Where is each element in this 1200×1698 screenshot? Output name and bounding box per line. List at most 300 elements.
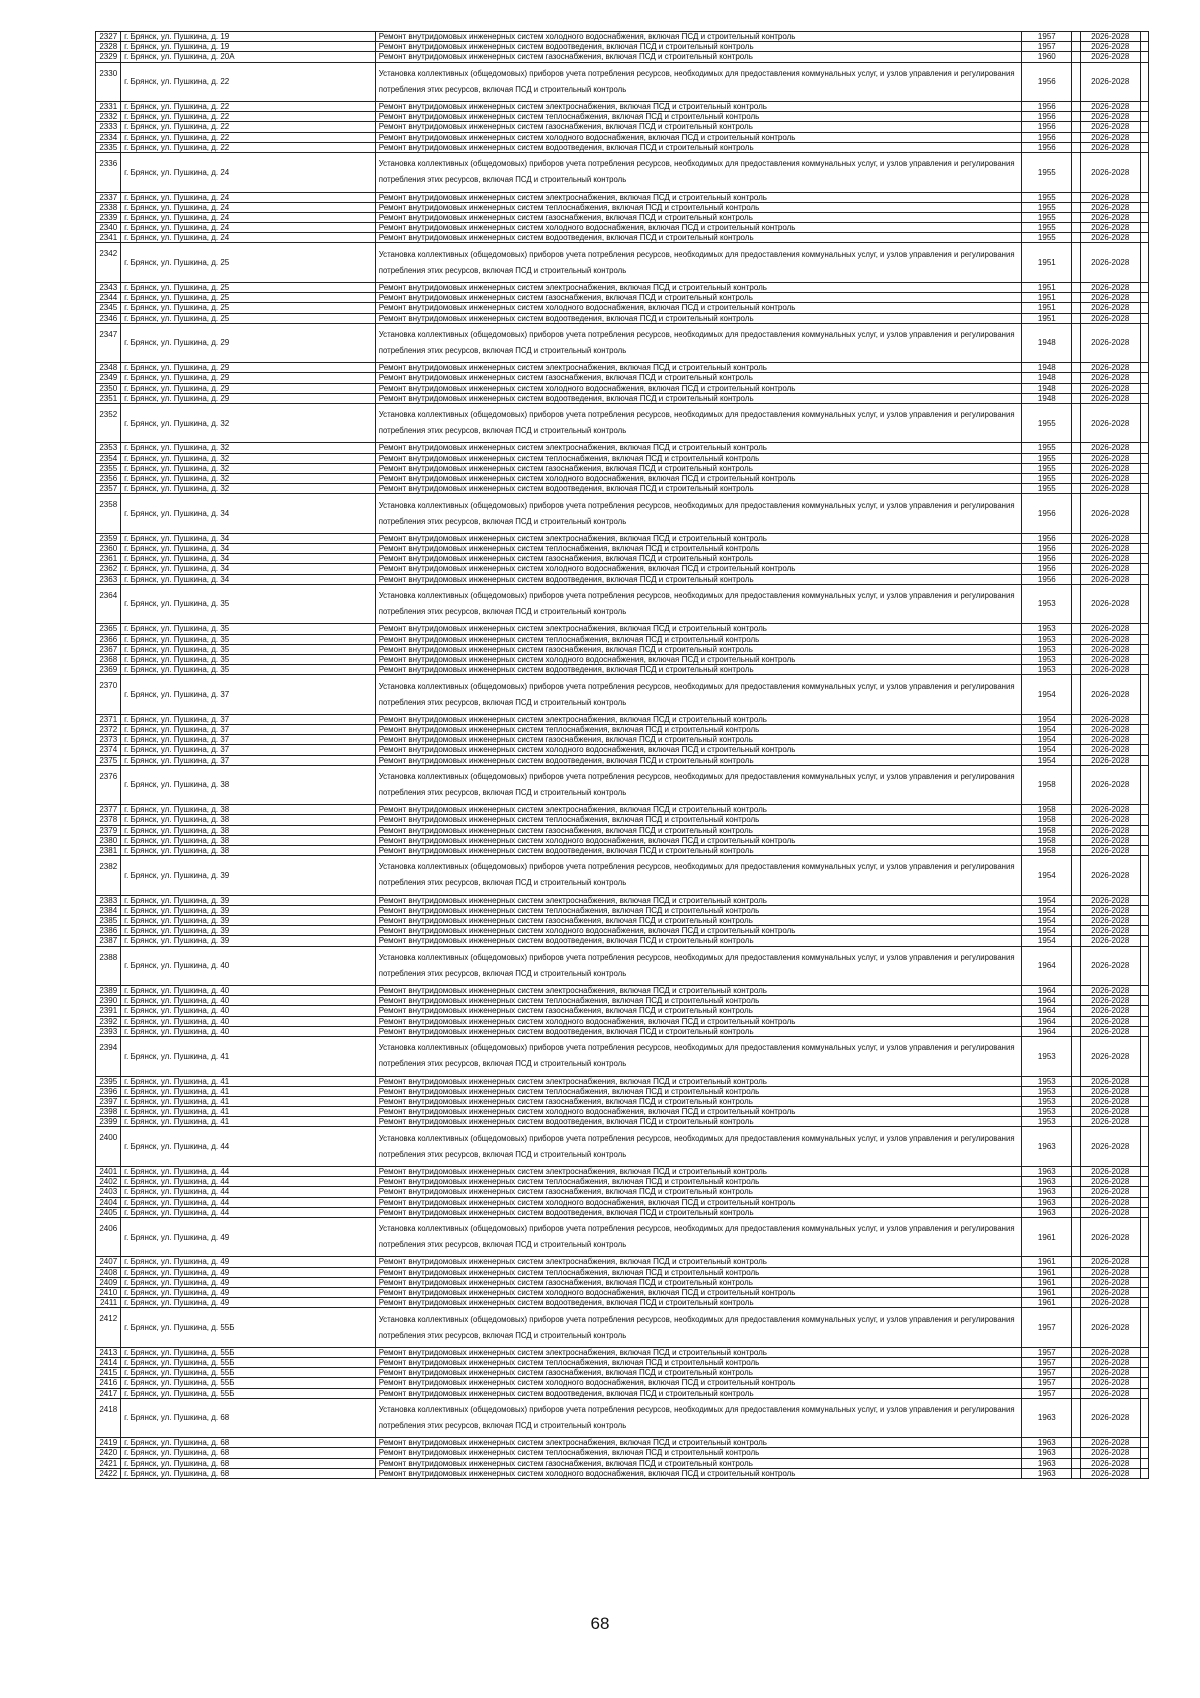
row-empty-cell (1140, 1177, 1148, 1187)
row-address: г. Брянск, ул. Пушкина, д. 49 (121, 1287, 376, 1297)
row-period: 2026-2028 (1080, 654, 1140, 664)
row-work-type: Ремонт внутридомовых инженерных систем водоотведения, включая ПСД и строительный контроль (375, 313, 1021, 323)
row-build-year: 1953 (1022, 644, 1072, 654)
row-empty-cell (1072, 533, 1080, 543)
row-build-year: 1956 (1022, 494, 1072, 534)
row-period: 2026-2028 (1080, 494, 1140, 534)
row-address: г. Брянск, ул. Пушкина, д. 22 (121, 112, 376, 122)
row-address: г. Брянск, ул. Пушкина, д. 24 (121, 223, 376, 233)
table-row (96, 936, 1149, 946)
row-address: г. Брянск, ул. Пушкина, д. 34 (121, 564, 376, 574)
row-work-type: Ремонт внутридомовых инженерных систем газоснабжения, включая ПСД и строительный контроль (375, 644, 1021, 654)
row-number: 2411 (96, 1298, 121, 1308)
row-build-year: 1951 (1022, 313, 1072, 323)
row-address: г. Брянск, ул. Пушкина, д. 32 (121, 463, 376, 473)
row-empty-cell (1140, 574, 1148, 584)
row-period: 2026-2028 (1080, 1388, 1140, 1398)
table-row (96, 805, 1149, 815)
row-number: 2391 (96, 1006, 121, 1016)
row-build-year: 1953 (1022, 1076, 1072, 1086)
row-build-year: 1964 (1022, 946, 1072, 986)
row-period: 2026-2028 (1080, 1086, 1140, 1096)
row-work-type: Установка коллективных (общедомовых) приборов учета потребления ресурсов, необходимых для предоставления коммунальных услуг, и узлов управления и регулирования потребления этих ресурсов, включая ПСД и строительный контроль (375, 765, 1021, 805)
row-address: г. Брянск, ул. Пушкина, д. 44 (121, 1187, 376, 1197)
row-build-year: 1948 (1022, 363, 1072, 373)
row-address: г. Брянск, ул. Пушкина, д. 40 (121, 1026, 376, 1036)
row-period: 2026-2028 (1080, 243, 1140, 283)
row-work-type: Ремонт внутридомовых инженерных систем газоснабжения, включая ПСД и строительный контроль (375, 1458, 1021, 1468)
table-row (96, 724, 1149, 734)
row-work-type: Ремонт внутридомовых инженерных систем водоотведения, включая ПСД и строительный контроль (375, 1207, 1021, 1217)
row-empty-cell (1140, 1037, 1148, 1077)
row-build-year: 1963 (1022, 1448, 1072, 1458)
row-number: 2376 (96, 765, 121, 805)
row-build-year: 1964 (1022, 1006, 1072, 1016)
row-address: г. Брянск, ул. Пушкина, д. 22 (121, 132, 376, 142)
table-row (96, 1086, 1149, 1096)
row-work-type: Ремонт внутридомовых инженерных систем холодного водоснабжения, включая ПСД и строительный контроль (375, 1016, 1021, 1026)
row-empty-cell (1140, 544, 1148, 554)
row-period: 2026-2028 (1080, 574, 1140, 584)
row-empty-cell (1140, 122, 1148, 132)
row-period: 2026-2028 (1080, 554, 1140, 564)
row-build-year: 1955 (1022, 212, 1072, 222)
row-work-type: Ремонт внутридомовых инженерных систем холодного водоснабжения, включая ПСД и строительный контроль (375, 132, 1021, 142)
row-period: 2026-2028 (1080, 52, 1140, 62)
row-address: г. Брянск, ул. Пушкина, д. 41 (121, 1076, 376, 1086)
table-row (96, 946, 1149, 986)
row-empty-cell (1072, 735, 1080, 745)
row-period: 2026-2028 (1080, 835, 1140, 845)
row-empty-cell (1072, 946, 1080, 986)
row-work-type: Ремонт внутридомовых инженерных систем теплоснабжения, включая ПСД и строительный контроль (375, 724, 1021, 734)
row-number: 2355 (96, 463, 121, 473)
row-empty-cell (1140, 1358, 1148, 1368)
table-row (96, 905, 1149, 915)
row-work-type: Ремонт внутридомовых инженерных систем водоотведения, включая ПСД и строительный контроль (375, 936, 1021, 946)
row-address: г. Брянск, ул. Пушкина, д. 38 (121, 845, 376, 855)
row-number: 2347 (96, 323, 121, 363)
row-number: 2330 (96, 62, 121, 102)
row-work-type: Ремонт внутридомовых инженерных систем водоотведения, включая ПСД и строительный контроль (375, 1117, 1021, 1127)
row-address: г. Брянск, ул. Пушкина, д. 39 (121, 916, 376, 926)
row-address: г. Брянск, ул. Пушкина, д. 41 (121, 1037, 376, 1077)
row-period: 2026-2028 (1080, 383, 1140, 393)
row-period: 2026-2028 (1080, 1378, 1140, 1388)
table-row (96, 1458, 1149, 1468)
row-empty-cell (1072, 1388, 1080, 1398)
row-empty-cell (1072, 895, 1080, 905)
row-empty-cell (1140, 554, 1148, 564)
row-empty-cell (1072, 724, 1080, 734)
row-empty-cell (1072, 1358, 1080, 1368)
row-build-year: 1955 (1022, 474, 1072, 484)
row-address: г. Брянск, ул. Пушкина, д. 55Б (121, 1308, 376, 1348)
row-empty-cell (1140, 644, 1148, 654)
row-number: 2416 (96, 1378, 121, 1388)
row-work-type: Ремонт внутридомовых инженерных систем газоснабжения, включая ПСД и строительный контроль (375, 1096, 1021, 1106)
row-empty-cell (1072, 825, 1080, 835)
row-address: г. Брянск, ул. Пушкина, д. 34 (121, 554, 376, 564)
table-row (96, 1037, 1149, 1077)
row-build-year: 1961 (1022, 1267, 1072, 1277)
table-row (96, 755, 1149, 765)
row-build-year: 1958 (1022, 815, 1072, 825)
row-work-type: Ремонт внутридомовых инженерных систем электроснабжения, включая ПСД и строительный контроль (375, 1166, 1021, 1176)
table-row (96, 494, 1149, 534)
row-address: г. Брянск, ул. Пушкина, д. 40 (121, 1016, 376, 1026)
row-work-type: Установка коллективных (общедомовых) приборов учета потребления ресурсов, необходимых для предоставления коммунальных услуг, и узлов управления и регулирования потребления этих ресурсов, включая ПСД и строительный контроль (375, 856, 1021, 896)
row-work-type: Ремонт внутридомовых инженерных систем электроснабжения, включая ПСД и строительный контроль (375, 363, 1021, 373)
row-address: г. Брянск, ул. Пушкина, д. 24 (121, 192, 376, 202)
row-empty-cell (1072, 1298, 1080, 1308)
row-number: 2402 (96, 1177, 121, 1187)
row-build-year: 1964 (1022, 986, 1072, 996)
table-row (96, 112, 1149, 122)
row-empty-cell (1072, 1207, 1080, 1217)
table-row (96, 1438, 1149, 1448)
row-empty-cell (1140, 1107, 1148, 1117)
row-period: 2026-2028 (1080, 393, 1140, 403)
row-period: 2026-2028 (1080, 1257, 1140, 1267)
row-number: 2339 (96, 212, 121, 222)
row-build-year: 1954 (1022, 936, 1072, 946)
table-row (96, 644, 1149, 654)
row-empty-cell (1140, 1096, 1148, 1106)
row-empty-cell (1072, 463, 1080, 473)
row-period: 2026-2028 (1080, 946, 1140, 986)
row-number: 2418 (96, 1398, 121, 1438)
row-address: г. Брянск, ул. Пушкина, д. 41 (121, 1117, 376, 1127)
row-empty-cell (1072, 1308, 1080, 1348)
row-number: 2335 (96, 142, 121, 152)
row-number: 2369 (96, 665, 121, 675)
row-work-type: Ремонт внутридомовых инженерных систем водоотведения, включая ПСД и строительный контроль (375, 574, 1021, 584)
row-number: 2358 (96, 494, 121, 534)
row-empty-cell (1072, 1197, 1080, 1207)
row-empty-cell (1140, 1368, 1148, 1378)
row-work-type: Ремонт внутридомовых инженерных систем водоотведения, включая ПСД и строительный контроль (375, 233, 1021, 243)
table-row (96, 373, 1149, 383)
row-number: 2394 (96, 1037, 121, 1077)
row-period: 2026-2028 (1080, 644, 1140, 654)
table-row (96, 895, 1149, 905)
row-empty-cell (1072, 122, 1080, 132)
row-empty-cell (1140, 1217, 1148, 1257)
row-empty-cell (1072, 102, 1080, 112)
table-row (96, 132, 1149, 142)
row-build-year: 1964 (1022, 1016, 1072, 1026)
row-address: г. Брянск, ул. Пушкина, д. 55Б (121, 1378, 376, 1388)
row-work-type: Ремонт внутридомовых инженерных систем теплоснабжения, включая ПСД и строительный контроль (375, 815, 1021, 825)
row-period: 2026-2028 (1080, 463, 1140, 473)
row-number: 2396 (96, 1086, 121, 1096)
row-empty-cell (1072, 1127, 1080, 1167)
row-empty-cell (1072, 212, 1080, 222)
row-empty-cell (1072, 223, 1080, 233)
row-build-year: 1958 (1022, 845, 1072, 855)
table-row (96, 1187, 1149, 1197)
row-empty-cell (1072, 1267, 1080, 1277)
row-empty-cell (1072, 62, 1080, 102)
row-period: 2026-2028 (1080, 1197, 1140, 1207)
row-build-year: 1955 (1022, 453, 1072, 463)
table-row (96, 293, 1149, 303)
row-period: 2026-2028 (1080, 153, 1140, 193)
row-empty-cell (1140, 373, 1148, 383)
row-period: 2026-2028 (1080, 443, 1140, 453)
row-build-year: 1953 (1022, 634, 1072, 644)
row-address: г. Брянск, ул. Пушкина, д. 24 (121, 233, 376, 243)
row-empty-cell (1072, 835, 1080, 845)
row-address: г. Брянск, ул. Пушкина, д. 29 (121, 383, 376, 393)
row-empty-cell (1072, 544, 1080, 554)
row-work-type: Ремонт внутридомовых инженерных систем водоотведения, включая ПСД и строительный контроль (375, 484, 1021, 494)
table-row (96, 1107, 1149, 1117)
row-address: г. Брянск, ул. Пушкина, д. 19 (121, 32, 376, 42)
row-number: 2351 (96, 393, 121, 403)
table-row (96, 313, 1149, 323)
row-empty-cell (1140, 1468, 1148, 1478)
row-period: 2026-2028 (1080, 223, 1140, 233)
row-period: 2026-2028 (1080, 233, 1140, 243)
table-row (96, 1207, 1149, 1217)
row-build-year: 1963 (1022, 1207, 1072, 1217)
row-number: 2398 (96, 1107, 121, 1117)
row-address: г. Брянск, ул. Пушкина, д. 32 (121, 484, 376, 494)
row-empty-cell (1140, 1287, 1148, 1297)
row-empty-cell (1140, 895, 1148, 905)
table-row (96, 202, 1149, 212)
row-empty-cell (1140, 624, 1148, 634)
row-empty-cell (1072, 564, 1080, 574)
table-row (96, 986, 1149, 996)
row-number: 2375 (96, 755, 121, 765)
row-empty-cell (1140, 936, 1148, 946)
row-empty-cell (1072, 644, 1080, 654)
table-row (96, 1448, 1149, 1458)
row-empty-cell (1072, 1277, 1080, 1287)
row-build-year: 1957 (1022, 1388, 1072, 1398)
row-work-type: Ремонт внутридомовых инженерных систем теплоснабжения, включая ПСД и строительный контроль (375, 905, 1021, 915)
row-period: 2026-2028 (1080, 986, 1140, 996)
row-build-year: 1957 (1022, 42, 1072, 52)
row-empty-cell (1140, 654, 1148, 664)
row-work-type: Ремонт внутридомовых инженерных систем холодного водоснабжения, включая ПСД и строительный контроль (375, 32, 1021, 42)
row-empty-cell (1072, 1448, 1080, 1458)
row-build-year: 1963 (1022, 1197, 1072, 1207)
row-work-type: Установка коллективных (общедомовых) приборов учета потребления ресурсов, необходимых для предоставления коммунальных услуг, и узлов управления и регулирования потребления этих ресурсов, включая ПСД и строительный контроль (375, 1037, 1021, 1077)
row-number: 2405 (96, 1207, 121, 1217)
row-period: 2026-2028 (1080, 544, 1140, 554)
row-period: 2026-2028 (1080, 62, 1140, 102)
row-work-type: Ремонт внутридомовых инженерных систем газоснабжения, включая ПСД и строительный контроль (375, 373, 1021, 383)
row-empty-cell (1140, 1016, 1148, 1026)
row-period: 2026-2028 (1080, 303, 1140, 313)
row-empty-cell (1072, 393, 1080, 403)
row-address: г. Брянск, ул. Пушкина, д. 37 (121, 745, 376, 755)
row-work-type: Ремонт внутридомовых инженерных систем газоснабжения, включая ПСД и строительный контроль (375, 293, 1021, 303)
row-address: г. Брянск, ул. Пушкина, д. 68 (121, 1458, 376, 1468)
works-table (95, 31, 1149, 1479)
row-empty-cell (1140, 212, 1148, 222)
row-period: 2026-2028 (1080, 1026, 1140, 1036)
row-number: 2379 (96, 825, 121, 835)
row-empty-cell (1140, 1448, 1148, 1458)
row-empty-cell (1140, 443, 1148, 453)
row-period: 2026-2028 (1080, 1298, 1140, 1308)
row-work-type: Ремонт внутридомовых инженерных систем электроснабжения, включая ПСД и строительный контроль (375, 102, 1021, 112)
row-empty-cell (1140, 403, 1148, 443)
row-number: 2373 (96, 735, 121, 745)
row-build-year: 1956 (1022, 574, 1072, 584)
row-period: 2026-2028 (1080, 1006, 1140, 1016)
row-empty-cell (1072, 282, 1080, 292)
row-period: 2026-2028 (1080, 1398, 1140, 1438)
row-number: 2378 (96, 815, 121, 825)
row-build-year: 1957 (1022, 32, 1072, 42)
row-period: 2026-2028 (1080, 1096, 1140, 1106)
row-build-year: 1956 (1022, 62, 1072, 102)
row-empty-cell (1140, 42, 1148, 52)
table-row (96, 1217, 1149, 1257)
table-row (96, 102, 1149, 112)
row-address: г. Брянск, ул. Пушкина, д. 41 (121, 1086, 376, 1096)
row-empty-cell (1140, 282, 1148, 292)
row-period: 2026-2028 (1080, 825, 1140, 835)
row-work-type: Ремонт внутридомовых инженерных систем газоснабжения, включая ПСД и строительный контроль (375, 554, 1021, 564)
row-empty-cell (1140, 463, 1148, 473)
row-empty-cell (1140, 474, 1148, 484)
row-address: г. Брянск, ул. Пушкина, д. 19 (121, 42, 376, 52)
row-address: г. Брянск, ул. Пушкина, д. 40 (121, 996, 376, 1006)
row-work-type: Установка коллективных (общедомовых) приборов учета потребления ресурсов, необходимых для предоставления коммунальных услуг, и узлов управления и регулирования потребления этих ресурсов, включая ПСД и строительный контроль (375, 675, 1021, 715)
row-number: 2337 (96, 192, 121, 202)
row-build-year: 1957 (1022, 1368, 1072, 1378)
row-number: 2350 (96, 383, 121, 393)
row-period: 2026-2028 (1080, 1468, 1140, 1478)
row-period: 2026-2028 (1080, 1166, 1140, 1176)
row-work-type: Ремонт внутридомовых инженерных систем электроснабжения, включая ПСД и строительный контроль (375, 1438, 1021, 1448)
row-number: 2357 (96, 484, 121, 494)
row-number: 2359 (96, 533, 121, 543)
row-build-year: 1957 (1022, 1378, 1072, 1388)
row-address: г. Брянск, ул. Пушкина, д. 38 (121, 825, 376, 835)
row-period: 2026-2028 (1080, 363, 1140, 373)
row-empty-cell (1072, 1107, 1080, 1117)
row-period: 2026-2028 (1080, 815, 1140, 825)
row-address: г. Брянск, ул. Пушкина, д. 68 (121, 1438, 376, 1448)
row-empty-cell (1140, 303, 1148, 313)
row-empty-cell (1072, 42, 1080, 52)
row-build-year: 1948 (1022, 323, 1072, 363)
row-period: 2026-2028 (1080, 1177, 1140, 1187)
row-empty-cell (1072, 233, 1080, 243)
row-empty-cell (1140, 1398, 1148, 1438)
row-work-type: Ремонт внутридомовых инженерных систем теплоснабжения, включая ПСД и строительный контроль (375, 1267, 1021, 1277)
row-empty-cell (1140, 363, 1148, 373)
row-period: 2026-2028 (1080, 1358, 1140, 1368)
row-work-type: Ремонт внутридомовых инженерных систем теплоснабжения, включая ПСД и строительный контроль (375, 1448, 1021, 1458)
row-number: 2353 (96, 443, 121, 453)
row-empty-cell (1072, 383, 1080, 393)
row-period: 2026-2028 (1080, 926, 1140, 936)
row-address: г. Брянск, ул. Пушкина, д. 35 (121, 634, 376, 644)
row-address: г. Брянск, ул. Пушкина, д. 29 (121, 323, 376, 363)
row-empty-cell (1140, 1438, 1148, 1448)
row-empty-cell (1140, 1378, 1148, 1388)
row-build-year: 1951 (1022, 243, 1072, 283)
row-empty-cell (1140, 634, 1148, 644)
row-build-year: 1948 (1022, 383, 1072, 393)
row-build-year: 1956 (1022, 112, 1072, 122)
row-empty-cell (1140, 52, 1148, 62)
row-work-type: Установка коллективных (общедомовых) приборов учета потребления ресурсов, необходимых для предоставления коммунальных услуг, и узлов управления и регулирования потребления этих ресурсов, включая ПСД и строительный контроль (375, 323, 1021, 363)
row-address: г. Брянск, ул. Пушкина, д. 37 (121, 735, 376, 745)
row-number: 2403 (96, 1187, 121, 1197)
row-work-type: Установка коллективных (общедомовых) приборов учета потребления ресурсов, необходимых для предоставления коммунальных услуг, и узлов управления и регулирования потребления этих ресурсов, включая ПСД и строительный контроль (375, 403, 1021, 443)
row-period: 2026-2028 (1080, 584, 1140, 624)
table-row (96, 1026, 1149, 1036)
table-row (96, 564, 1149, 574)
row-empty-cell (1072, 654, 1080, 664)
row-address: г. Брянск, ул. Пушкина, д. 34 (121, 494, 376, 534)
row-period: 2026-2028 (1080, 735, 1140, 745)
row-work-type: Ремонт внутридомовых инженерных систем теплоснабжения, включая ПСД и строительный контроль (375, 1177, 1021, 1187)
row-number: 2362 (96, 564, 121, 574)
row-work-type: Ремонт внутридомовых инженерных систем электроснабжения, включая ПСД и строительный контроль (375, 533, 1021, 543)
row-empty-cell (1140, 1086, 1148, 1096)
row-address: г. Брянск, ул. Пушкина, д. 35 (121, 584, 376, 624)
row-period: 2026-2028 (1080, 624, 1140, 634)
row-work-type: Ремонт внутридомовых инженерных систем холодного водоснабжения, включая ПСД и строительный контроль (375, 835, 1021, 845)
row-work-type: Ремонт внутридомовых инженерных систем теплоснабжения, включая ПСД и строительный контроль (375, 1086, 1021, 1096)
row-number: 2406 (96, 1217, 121, 1257)
row-work-type: Установка коллективных (общедомовых) приборов учета потребления ресурсов, необходимых для предоставления коммунальных услуг, и узлов управления и регулирования потребления этих ресурсов, включая ПСД и строительный контроль (375, 946, 1021, 986)
row-number: 2329 (96, 52, 121, 62)
table-row (96, 634, 1149, 644)
row-period: 2026-2028 (1080, 996, 1140, 1006)
row-build-year: 1958 (1022, 825, 1072, 835)
table-row (96, 584, 1149, 624)
row-build-year: 1958 (1022, 765, 1072, 805)
row-address: г. Брянск, ул. Пушкина, д. 39 (121, 926, 376, 936)
row-work-type: Ремонт внутридомовых инженерных систем газоснабжения, включая ПСД и строительный контроль (375, 1277, 1021, 1287)
row-empty-cell (1140, 1458, 1148, 1468)
row-address: г. Брянск, ул. Пушкина, д. 37 (121, 675, 376, 715)
row-period: 2026-2028 (1080, 1207, 1140, 1217)
row-address: г. Брянск, ул. Пушкина, д. 68 (121, 1398, 376, 1438)
row-empty-cell (1140, 1267, 1148, 1277)
row-build-year: 1961 (1022, 1298, 1072, 1308)
row-number: 2388 (96, 946, 121, 986)
row-work-type: Ремонт внутридомовых инженерных систем газоснабжения, включая ПСД и строительный контроль (375, 825, 1021, 835)
table-row (96, 845, 1149, 855)
row-number: 2395 (96, 1076, 121, 1086)
row-address: г. Брянск, ул. Пушкина, д. 32 (121, 474, 376, 484)
row-number: 2384 (96, 905, 121, 915)
row-work-type: Ремонт внутридомовых инженерных систем теплоснабжения, включая ПСД и строительный контроль (375, 634, 1021, 644)
row-number: 2410 (96, 1287, 121, 1297)
row-build-year: 1953 (1022, 1117, 1072, 1127)
row-empty-cell (1140, 32, 1148, 42)
table-row (96, 323, 1149, 363)
row-empty-cell (1072, 494, 1080, 534)
row-address: г. Брянск, ул. Пушкина, д. 22 (121, 122, 376, 132)
row-number: 2331 (96, 102, 121, 112)
row-work-type: Ремонт внутридомовых инженерных систем холодного водоснабжения, включая ПСД и строительный контроль (375, 1378, 1021, 1388)
row-address: г. Брянск, ул. Пушкина, д. 35 (121, 654, 376, 664)
